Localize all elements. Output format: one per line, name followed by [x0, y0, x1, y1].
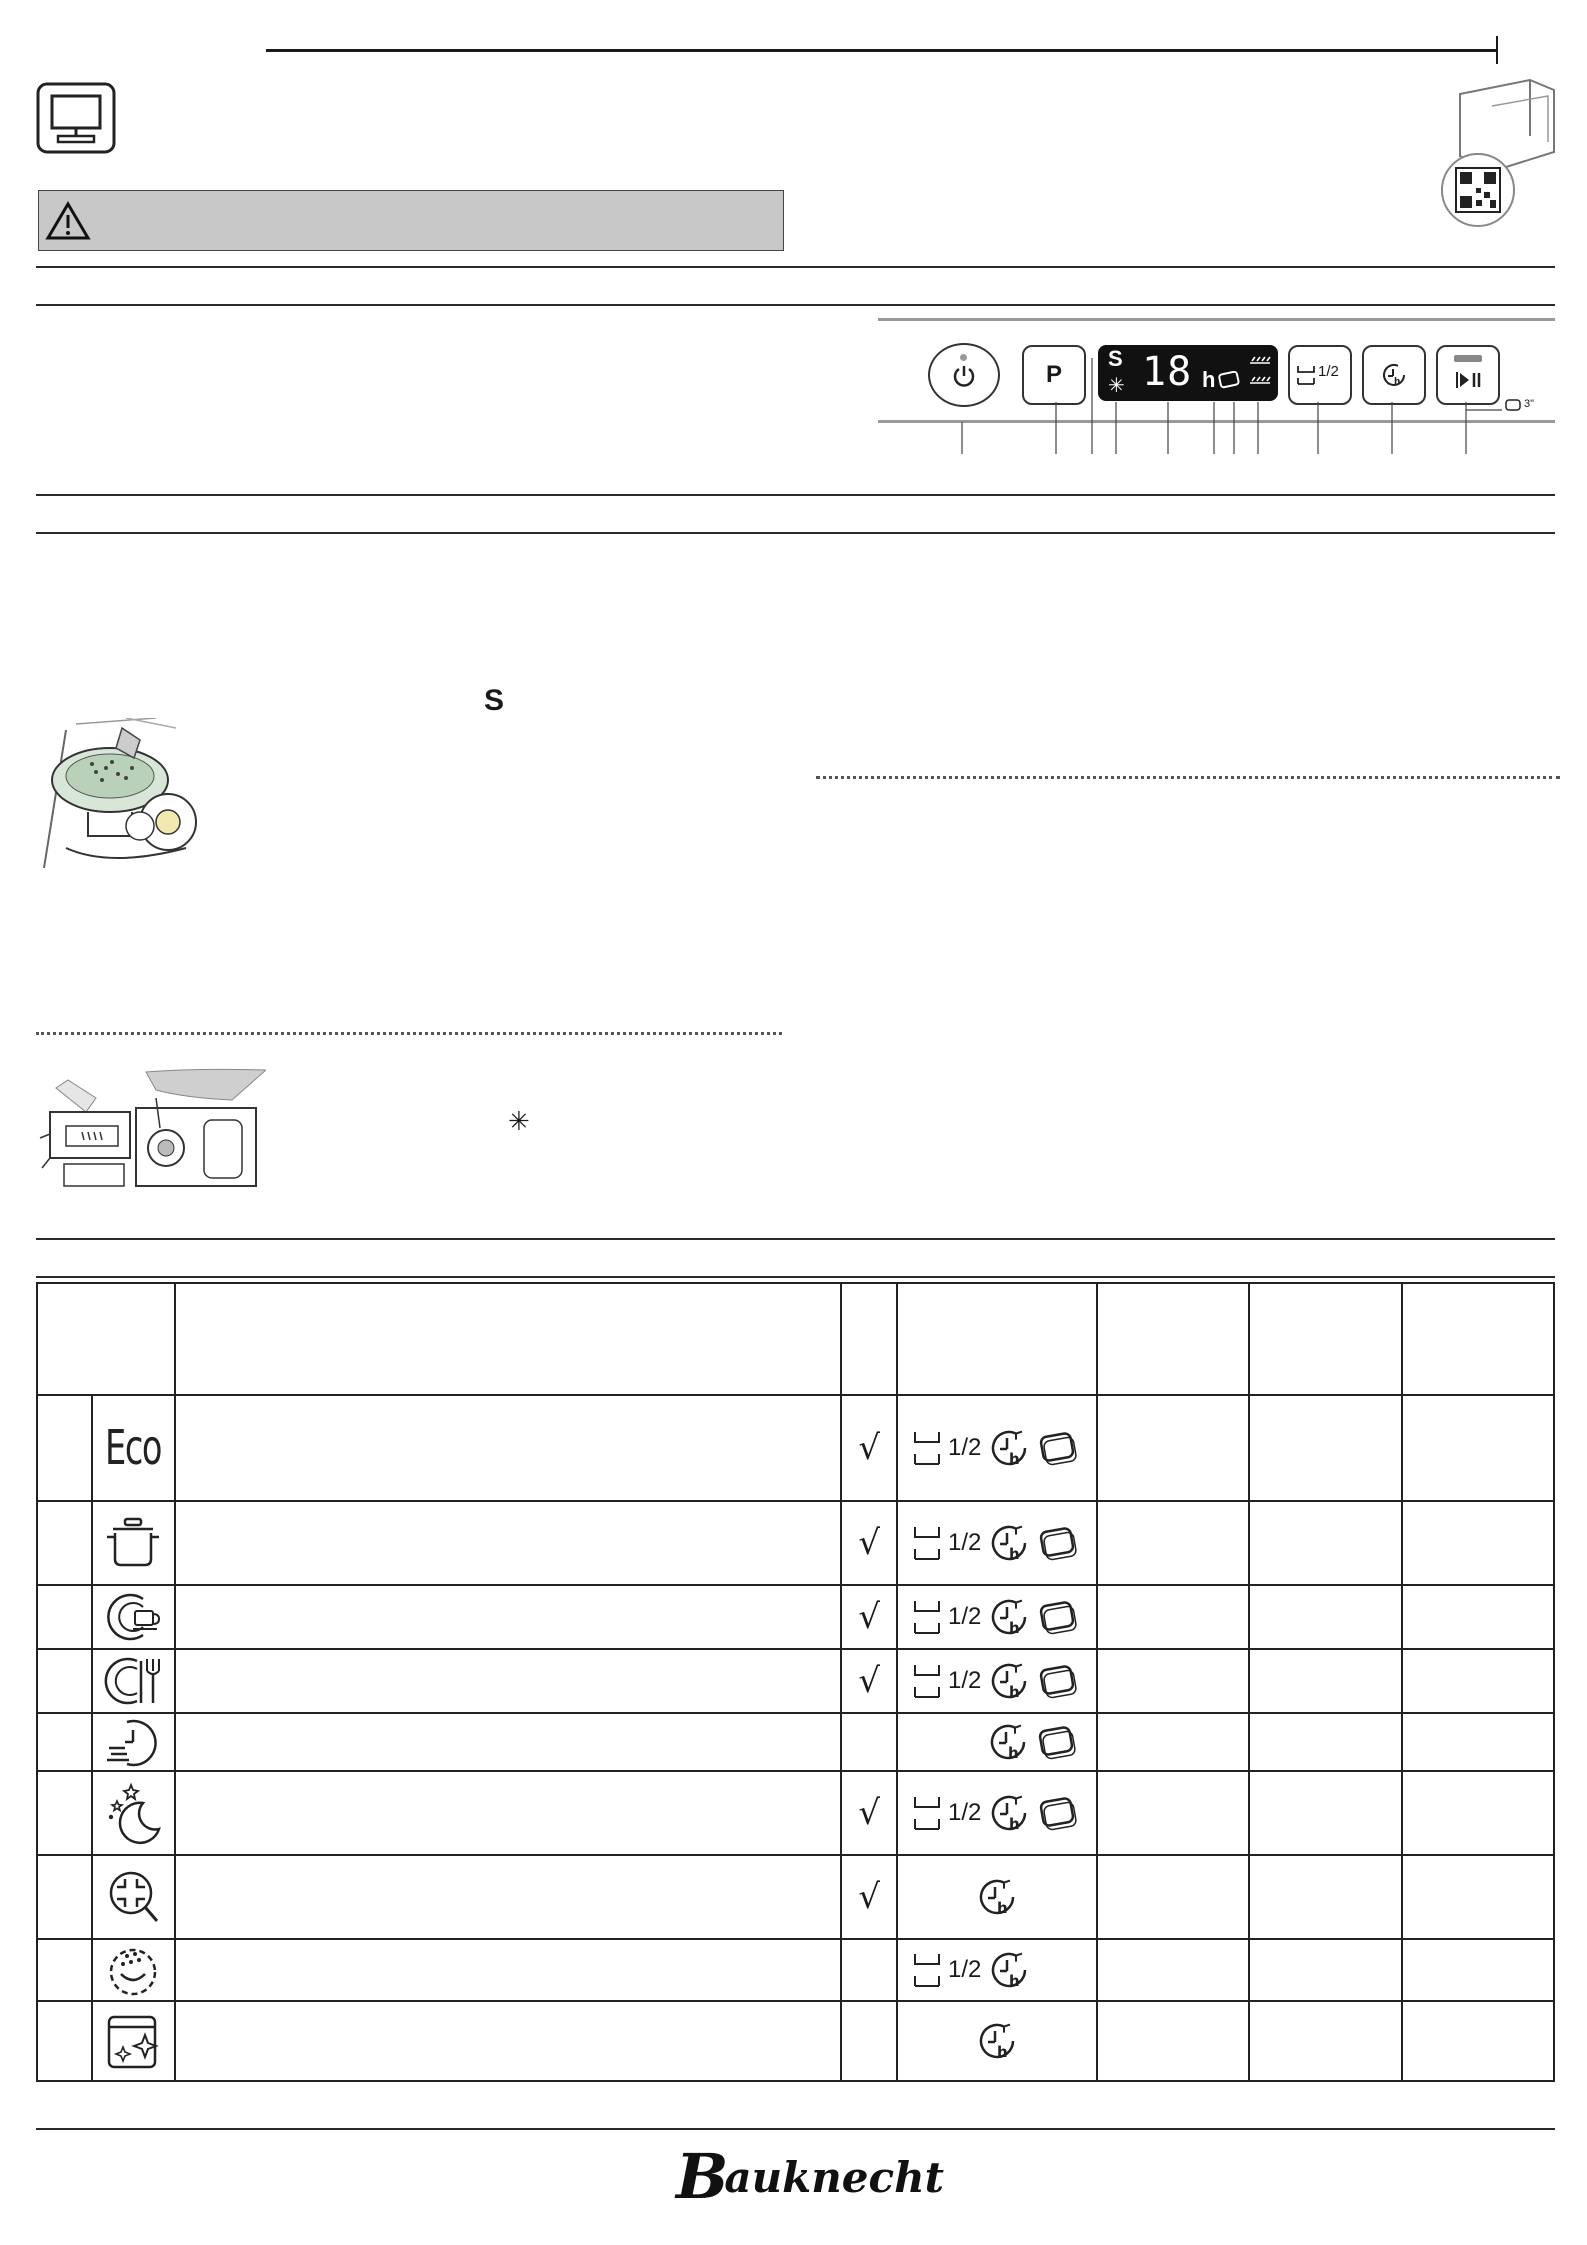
pot-icon [103, 1515, 163, 1571]
svg-text:h: h [1009, 1545, 1021, 1563]
data-cell [1097, 1585, 1249, 1649]
data-cell [1402, 2001, 1554, 2081]
tablet-option-icon [1036, 1724, 1078, 1760]
data-cell [1097, 1649, 1249, 1713]
table-row [37, 1585, 1554, 1649]
description-cell [175, 1649, 842, 1713]
data-cell [1097, 1939, 1249, 2001]
data-cell [1402, 1395, 1554, 1501]
data-cell [1402, 1855, 1554, 1939]
display-digits: 18 [1142, 349, 1193, 395]
half-load-option-icon [912, 1951, 942, 1989]
delay-start-option-icon [987, 1791, 1031, 1835]
data-cell [1097, 1501, 1249, 1585]
header-cell [1097, 1283, 1249, 1395]
description-cell [175, 2001, 842, 2081]
programme-table [36, 1282, 1555, 2082]
data-cell [1402, 1713, 1554, 1771]
quick-wash-icon [103, 1716, 163, 1768]
data-cell [1097, 1395, 1249, 1501]
svg-text:h: h [1009, 1619, 1021, 1637]
header-cell [175, 1283, 842, 1395]
check-mark-empty [841, 1713, 897, 1771]
options-cell [897, 1939, 1097, 2001]
brand-logo-initial: B [676, 2140, 729, 2213]
self-clean-icon [103, 2011, 163, 2071]
data-cell [1402, 1649, 1554, 1713]
check-mark: √ [841, 1855, 897, 1939]
delay-start-option-icon [987, 1426, 1031, 1470]
plate-cutlery-icon [103, 1653, 163, 1709]
table-row [37, 1713, 1554, 1771]
data-cell [1402, 1501, 1554, 1585]
night-icon [103, 1781, 163, 1845]
eco-icon: Eco [92, 1395, 174, 1501]
row-number-cell [37, 2001, 92, 2081]
svg-text:h: h [996, 1899, 1008, 1917]
options-cell [897, 1501, 1097, 1585]
table-header-row [37, 1283, 1554, 1395]
half-load-option-label: 1/2 [948, 1956, 982, 1983]
delay-start-option-icon [987, 1659, 1031, 1703]
section-rule [36, 1276, 1555, 1278]
half-load-label: 1/2 [1318, 363, 1339, 380]
half-load-option-icon [912, 1524, 942, 1562]
svg-text:h: h [1009, 1683, 1021, 1701]
half-load-option-label: 1/2 [948, 1603, 982, 1630]
self-clean-icon-cell [92, 2001, 174, 2081]
tablet-option-icon [1037, 1663, 1079, 1699]
section-divider-dotted [816, 776, 1560, 779]
header-cell [1249, 1283, 1401, 1395]
tablet-option-icon [1037, 1599, 1079, 1635]
delay-start-option-icon [987, 1948, 1031, 1992]
half-load-option-label: 1/2 [948, 1667, 982, 1694]
footer-rule [36, 2128, 1555, 2130]
delay-start-option-icon [987, 1595, 1031, 1639]
row-number-cell [37, 1395, 92, 1501]
svg-text:h: h [1394, 377, 1401, 387]
description-cell [175, 1395, 842, 1501]
plate-cup-icon [103, 1589, 163, 1645]
data-cell [1402, 1585, 1554, 1649]
tablet-option-icon [1037, 1795, 1079, 1831]
data-cell [1249, 1501, 1401, 1585]
hold-duration: 3" [1524, 398, 1535, 410]
section-rule [36, 1238, 1555, 1240]
data-cell [1249, 1939, 1401, 2001]
description-cell [175, 1713, 842, 1771]
dishwasher-qr-icon [1430, 76, 1558, 228]
svg-text:h: h [1009, 1815, 1021, 1833]
table-row [37, 1939, 1554, 2001]
data-cell [1249, 1713, 1401, 1771]
salt-refill-illustration [36, 718, 208, 874]
header-cell [37, 1283, 175, 1395]
header-cell [1402, 1283, 1554, 1395]
header-cell [897, 1283, 1097, 1395]
data-cell [1249, 1649, 1401, 1713]
check-mark: √ [841, 1501, 897, 1585]
check-mark: √ [841, 1771, 897, 1855]
brand-logo [676, 2140, 944, 2213]
row-number-cell [37, 1585, 92, 1649]
data-cell [1402, 1939, 1554, 2001]
table-row [37, 1649, 1554, 1713]
hours-unit: h [1202, 367, 1216, 392]
rinse-aid-illustration [36, 1068, 266, 1210]
tablet-option-icon [1037, 1430, 1079, 1466]
check-mark: √ [841, 1649, 897, 1713]
night-icon-cell [92, 1771, 174, 1855]
options-cell [897, 1855, 1097, 1939]
sensor-icon [103, 1865, 163, 1929]
data-cell [1402, 1771, 1554, 1855]
row-number-cell [37, 1649, 92, 1713]
section-rule [36, 266, 1555, 268]
row-number-cell [37, 1855, 92, 1939]
section-rule [36, 304, 1555, 306]
header-cell [841, 1283, 897, 1395]
delay-start-option-icon [986, 1720, 1030, 1764]
header-top-rule [266, 49, 1497, 52]
options-cell [897, 1771, 1097, 1855]
rinse-aid-icon: ✳ [1108, 375, 1125, 397]
check-mark: √ [841, 1585, 897, 1649]
half-load-option-label: 1/2 [948, 1529, 982, 1556]
half-load-option-icon [912, 1429, 942, 1467]
table-row [37, 2001, 1554, 2081]
data-cell [1097, 1771, 1249, 1855]
delay-start-option-icon [975, 2019, 1019, 2063]
warning-banner [38, 190, 784, 251]
data-cell [1097, 1855, 1249, 1939]
sensor-icon-cell [92, 1855, 174, 1939]
data-cell [1249, 1585, 1401, 1649]
half-load-option-icon [912, 1794, 942, 1832]
soak-icon [103, 1942, 163, 1998]
panel-callout-lines [878, 318, 1578, 458]
plate-cutlery-icon-cell [92, 1649, 174, 1713]
description-cell [175, 1501, 842, 1585]
delay-start-option-icon [987, 1521, 1031, 1565]
options-cell [897, 2001, 1097, 2081]
half-load-option-icon [912, 1598, 942, 1636]
data-cell [1249, 1855, 1401, 1939]
table-row [37, 1855, 1554, 1939]
data-cell [1249, 1395, 1401, 1501]
header-rule-end-tick [1496, 36, 1498, 64]
half-load-option-label: 1/2 [948, 1799, 982, 1826]
table-row [37, 1395, 1554, 1501]
data-cell [1249, 1771, 1401, 1855]
svg-text:h: h [1009, 1972, 1021, 1990]
delay-start-option-icon [975, 1875, 1019, 1919]
half-load-option-label: 1/2 [948, 1434, 982, 1461]
section-rule [36, 494, 1555, 496]
check-mark: √ [841, 1395, 897, 1501]
row-number-cell [37, 1771, 92, 1855]
description-cell [175, 1855, 842, 1939]
row-number-cell [37, 1939, 92, 2001]
section-rule [36, 532, 1555, 534]
salt-indicator: S [1108, 346, 1123, 371]
half-load-option-icon [912, 1662, 942, 1700]
monitor-icon [36, 82, 116, 154]
tablet-option-icon [1037, 1525, 1079, 1561]
options-cell [897, 1713, 1097, 1771]
check-mark-empty [841, 1939, 897, 2001]
table-row [37, 1771, 1554, 1855]
pot-icon-cell [92, 1501, 174, 1585]
data-cell [1249, 2001, 1401, 2081]
description-cell [175, 1585, 842, 1649]
svg-text:h: h [996, 2043, 1008, 2061]
check-mark-empty [841, 2001, 897, 2081]
row-number-cell [37, 1501, 92, 1585]
plate-cup-icon-cell [92, 1585, 174, 1649]
svg-text:h: h [1009, 1450, 1021, 1468]
program-button-label: P [1045, 361, 1062, 388]
options-cell [897, 1649, 1097, 1713]
brand-logo-text: auknecht [724, 2153, 945, 2202]
salt-symbol-inline: S [484, 684, 505, 717]
warning-icon [45, 201, 91, 241]
svg-text:h: h [1008, 1744, 1019, 1762]
description-cell [175, 1939, 842, 2001]
rinse-aid-symbol-inline: ✳ [508, 1106, 530, 1136]
data-cell [1097, 1713, 1249, 1771]
soak-icon-cell [92, 1939, 174, 2001]
table-row [37, 1501, 1554, 1585]
options-cell [897, 1585, 1097, 1649]
quick-wash-icon-cell [92, 1713, 174, 1771]
data-cell [1097, 2001, 1249, 2081]
options-cell [897, 1395, 1097, 1501]
section-divider-dotted [36, 1032, 782, 1035]
description-cell [175, 1771, 842, 1855]
row-number-cell [37, 1713, 92, 1771]
